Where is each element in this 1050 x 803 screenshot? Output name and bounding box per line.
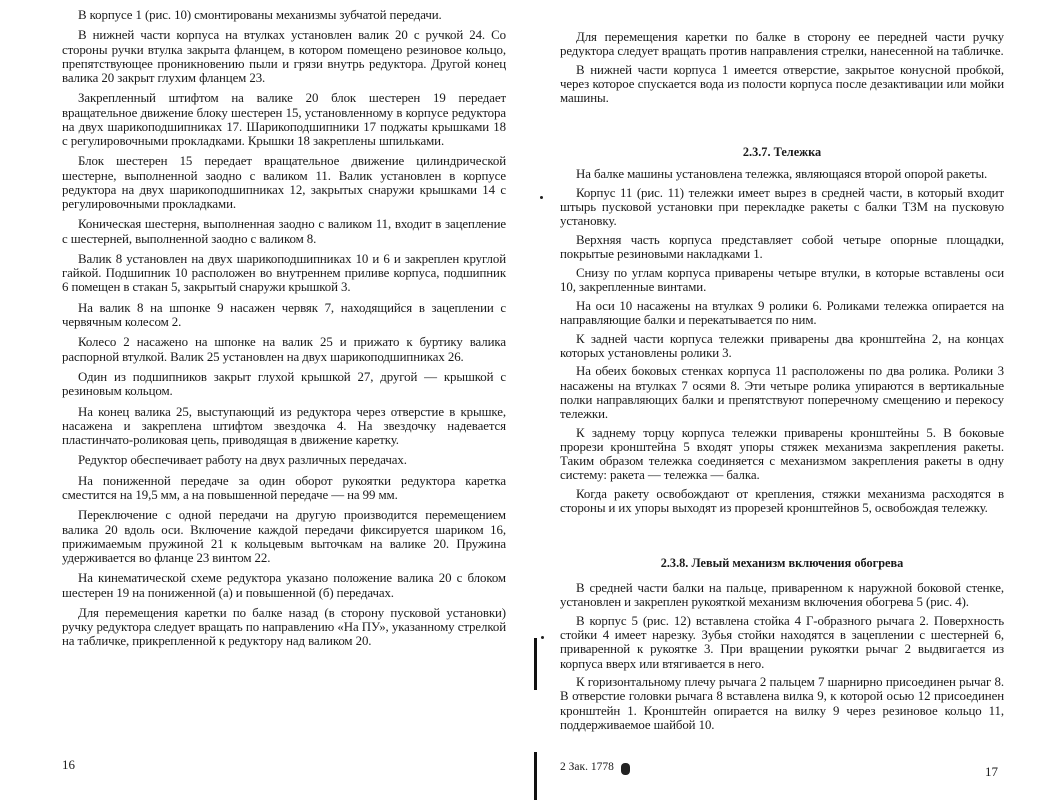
left-page-number: 16 bbox=[62, 757, 75, 772]
left-page-body bbox=[62, 8, 506, 649]
left-paragraph: Валик 8 установлен на двух шарикоподшипниках 10 и 6 и закреплен круглой гайкой. Подшипник 10 расположен во внутреннем приливе корпуса, подшипник 6 помещен в стакан 5, закрытый снаружи крышкой 3. bbox=[62, 251, 506, 295]
right-paragraph: На обеих боковых стенках корпуса 11 расположены по два ролика. Ролики 3 насажены на втулках 7 осями 8. Эти четыре ролика упираются в вертикальные полки направляющих балки и препятствуют поперечному смещению и перекосу тележки. bbox=[560, 364, 1004, 422]
scan-dot-mark bbox=[541, 636, 544, 639]
left-paragraph: Блок шестерен 15 передает вращательное движение цилиндрической шестерне, выполненной заодно с валиком 11. Валик установлен в корпусе редуктора на двух шарикоподшипниках 12, закрытых снаружи крышками 14 с регулировочными прокладками. bbox=[62, 154, 506, 211]
right-page bbox=[560, 8, 1004, 803]
right-paragraph: В нижней части корпуса 1 имеется отверстие, закрытое конусной пробкой, через которое спускается вода из полости корпуса после дезактивации или мойки машины. bbox=[560, 62, 1004, 106]
section-1-body bbox=[560, 167, 1004, 520]
right-paragraph: Снизу по углам корпуса приварены четыре втулки, в которые вставлены оси 10, закрепленные винтами. bbox=[560, 265, 1004, 294]
right-paragraph: К задней части корпуса тележки приварены два кронштейна 2, на концах которых установлены ролики 3. bbox=[560, 331, 1004, 360]
right-paragraph: На оси 10 насажены на втулках 9 ролики 6. Роликами тележка опирается на направляющие балки и перекатывается по ним. bbox=[560, 298, 1004, 327]
right-page-number: 17 bbox=[985, 764, 998, 779]
right-paragraph: Для перемещения каретки по балке в сторону ее передней части ручку редуктора следует вращать против направления стрелки, нанесенной на табличке. bbox=[560, 30, 1004, 59]
right-paragraph: В корпус 5 (рис. 12) вставлена стойка 4 Г-образного рычага 2. Поверхность стойки 4 имеет нарезку. Зубья стойки находятся в зацеплении с шестерней 6, приваренной к рукоятке 3. При вращении рукоятки рычаг 2 выдвигается из корпуса вверх или втягивается в него. bbox=[560, 613, 1004, 671]
right-paragraph: К заднему торцу корпуса тележки приварены кронштейны 5. В боковые прорези кронштейна 5 входят упоры стяжек механизма закрепления ракеты. Таким образом тележка соединяется с механизмом закрепления ракеты в одну систему: ракета — тележка — балка. bbox=[560, 425, 1004, 483]
left-paragraph: В корпусе 1 (рис. 10) смонтированы механизмы зубчатой передачи. bbox=[78, 8, 442, 22]
left-paragraph: На конец валика 25, выступающий из редуктора через отверстие в крышке, насажена и закреплена штифтом звездочка 4. На звездочку надевается пластинчато-роликовая цепь, приводящая в движение каретку. bbox=[62, 404, 506, 447]
left-paragraph: Для перемещения каретки по балке назад (в сторону пусковой установки) ручку редуктора следует вращать по направлению «На ПУ», указанному стрелкой на табличке, прикрепленной к редуктору над валиком 20. bbox=[62, 605, 506, 649]
left-paragraph: Колесо 2 насажено на шпонке на валик 25 и прижато к буртику валика распорной втулкой. Валик 25 установлен на двух шарикоподшипниках 26. bbox=[62, 335, 506, 364]
left-paragraph: На кинематической схеме редуктора указано положение валика 20 с блоком шестерен 19 на пониженной (а) и повышенной (б) передачах. bbox=[62, 571, 506, 600]
left-paragraph: На валик 8 на шпонке 9 насажен червяк 7, находящийся в зацеплении с червячным колесом 2. bbox=[62, 300, 506, 329]
section-2-body bbox=[560, 581, 1004, 737]
section-heading: 2.3.7. Тележка bbox=[742, 145, 822, 159]
section-heading: 2.3.8. Левый механизм включения обогрева bbox=[660, 556, 904, 570]
ink-blot-mark bbox=[621, 763, 630, 775]
right-paragraph: К горизонтальному плечу рычага 2 пальцем 7 шарнирно присоединен рычаг 8. В отверстие головки рычага 8 вставлена вилка 9, к которой осью 12 присоединен кронштейн 1. Кронштейн опирается на вилку 9 через резиновое кольцо 11, поддерживаемое шайбой 10. bbox=[560, 675, 1004, 732]
right-paragraph: В средней части балки на пальце, приваренном к наружной боковой стенке, установлен и закреплен рукояткой механизм включения обогрева 5 (рис. 4). bbox=[560, 581, 1004, 610]
left-paragraph: Коническая шестерня, выполненная заодно с валиком 11, входит в зацепление с шестерней, выполненной заодно с валиком 8. bbox=[62, 217, 506, 246]
left-paragraph: Закрепленный штифтом на валике 20 блок шестерен 19 передает вращательное движение блоку шестерен 15, установленному в корпусе редуктора на двух шарикоподшипниках 17. Шарикоподшипники 17 поджаты крышками 18 с регулировочными прокладками. Крышки 18 закреплены шпильками. bbox=[62, 91, 506, 148]
left-paragraph: Один из подшипников закрыт глухой крышкой 27, другой — крышкой с резиновым кольцом. bbox=[62, 369, 506, 399]
left-paragraph: Редуктор обеспечивает работу на двух различных передачах. bbox=[78, 453, 407, 468]
left-paragraph: Переключение с одной передачи на другую производится перемещением валика 20 вдоль оси. Включение каждой передачи фиксируется шариком 16, прижимаемым пружиной 21 к кольцевым выточкам на валике 20. Пружина удерживается во фланце 23 винтом 22. bbox=[62, 508, 506, 565]
left-paragraph: В нижней части корпуса на втулках установлен валик 20 с ручкой 24. Со стороны ручки втулка закрыта фланцем, в котором помещено резиновое кольцо, препятствующее проникновению пыли и грязи внутрь редуктора. Другой конец валика 20 закрыт глухим фланцем 23. bbox=[62, 28, 506, 85]
scan-margin-mark bbox=[534, 638, 537, 690]
scan-dot-mark bbox=[540, 196, 543, 199]
print-order-note: 2 Зак. 1778 bbox=[560, 761, 614, 773]
right-paragraph: Верхняя часть корпуса представляет собой четыре опорные площадки, покрытые резиновыми накладками 1. bbox=[560, 232, 1004, 262]
scan-margin-mark bbox=[534, 752, 537, 800]
right-paragraph: Корпус 11 (рис. 11) тележки имеет вырез в средней части, в который входит штырь пусковой установки при перекладке ракеты с балки ТЗМ на пусковую установку. bbox=[560, 185, 1004, 229]
left-paragraph: На пониженной передаче за один оборот рукоятки редуктора каретка сместится на 19,5 мм, а на повышенной передаче — на 99 мм. bbox=[62, 473, 506, 502]
left-page bbox=[62, 8, 506, 655]
right-paragraph: На балке машины установлена тележка, являющаяся второй опорой ракеты. bbox=[576, 167, 988, 181]
right-intro bbox=[560, 30, 1004, 110]
right-paragraph: Когда ракету освобождают от крепления, стяжки механизма расходятся в стороны и их упоры выходят из прорезей кронштейнов 5, освобождая тележку. bbox=[560, 487, 1004, 516]
